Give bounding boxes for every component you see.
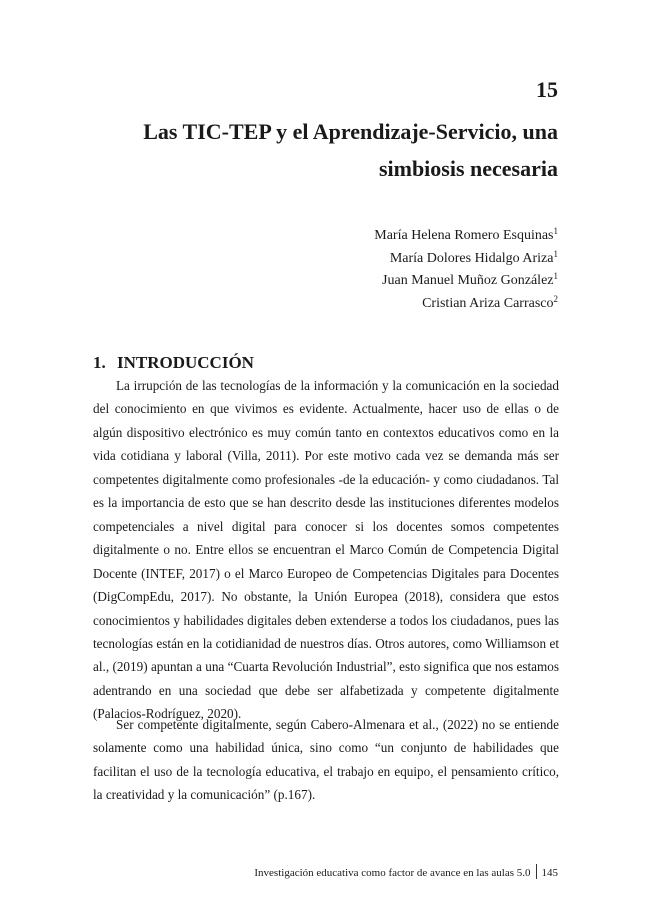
author-name: Cristian Ariza Carrasco [422, 295, 554, 311]
footer-page-number: 145 [541, 867, 558, 879]
author-entry [374, 248, 558, 271]
section-heading [93, 351, 254, 375]
chapter-title: Las TIC-TEP y el Aprendizaje-Servicio, una simbiosis necesaria [143, 119, 558, 181]
section-title: INTRODUCCIÓN [117, 353, 254, 372]
author-affiliation: 1 [553, 226, 558, 236]
footer-book-title: Investigación educativa como factor de avance en las aulas 5.0 [254, 867, 531, 879]
author-list [374, 225, 558, 315]
body-paragraph: Ser competente digitalmente, según Cabero-Almenara et al., (2022) no se entiende solamente como una habilidad única, sino como “un conjunto de habilidades que facilitan el uso de la tecnología educativa, el trabajo en equipo, el pensamiento crítico, la creatividad y la comunicación” (p.167). [93, 717, 559, 803]
author-affiliation: 2 [553, 293, 558, 304]
author-name: María Helena Romero Esquinas [374, 228, 554, 243]
author-entry [374, 293, 558, 316]
author-affiliation: 1 [553, 271, 558, 281]
body-paragraph: La irrupción de las tecnologías de la información y la comunicación en la sociedad del conocimiento en que vivimos es evidente. Actualmente, hacer uso de ellas o de algún dispositivo electrónico es muy común tanto en contextos educativos como en la vida cotidiana y laboral (Villa, 2011). Por este motivo cada vez se demanda más ser competentes digitalmente como profesionales -de la educación- y como ciudadanos. Tal es la importancia de esto que se han descrito desde las instituciones diferentes modelos competenciales a nivel digital para conocer si los docentes somos competentes digitalmente o no. Entre ellos se encuentran el Marco Común de Competencia Digital Docente (INTEF, 2017) o el Marco Europeo de Competencias Digitales para Docentes (DigCompEdu, 2017). No obstante, la Unión Europea (2018), considera que estos conocimientos y habilidades digitales deben extenderse a todos los ciudadanos, pues las tecnologías están en la cotidianidad de nuestros días. Otros autores, como Williamson et al., (2019) apuntan a una “Cuarta Revolución Industrial”, esto significa que nos estamos adentrando en una sociedad que debe ser alfabetizada y competente digitalmente (Palacios-Rodríguez, 2020). [93, 378, 559, 722]
chapter-number: 15 [536, 77, 558, 102]
author-affiliation: 1 [553, 248, 558, 259]
author-entry [374, 225, 558, 248]
page-footer [254, 864, 558, 881]
author-name: María Dolores Hidalgo Ariza [389, 250, 554, 266]
author-name: Juan Manuel Muñoz González [382, 273, 554, 288]
footer-divider [536, 864, 537, 879]
section-number: 1. [93, 353, 106, 372]
author-entry [374, 270, 558, 293]
